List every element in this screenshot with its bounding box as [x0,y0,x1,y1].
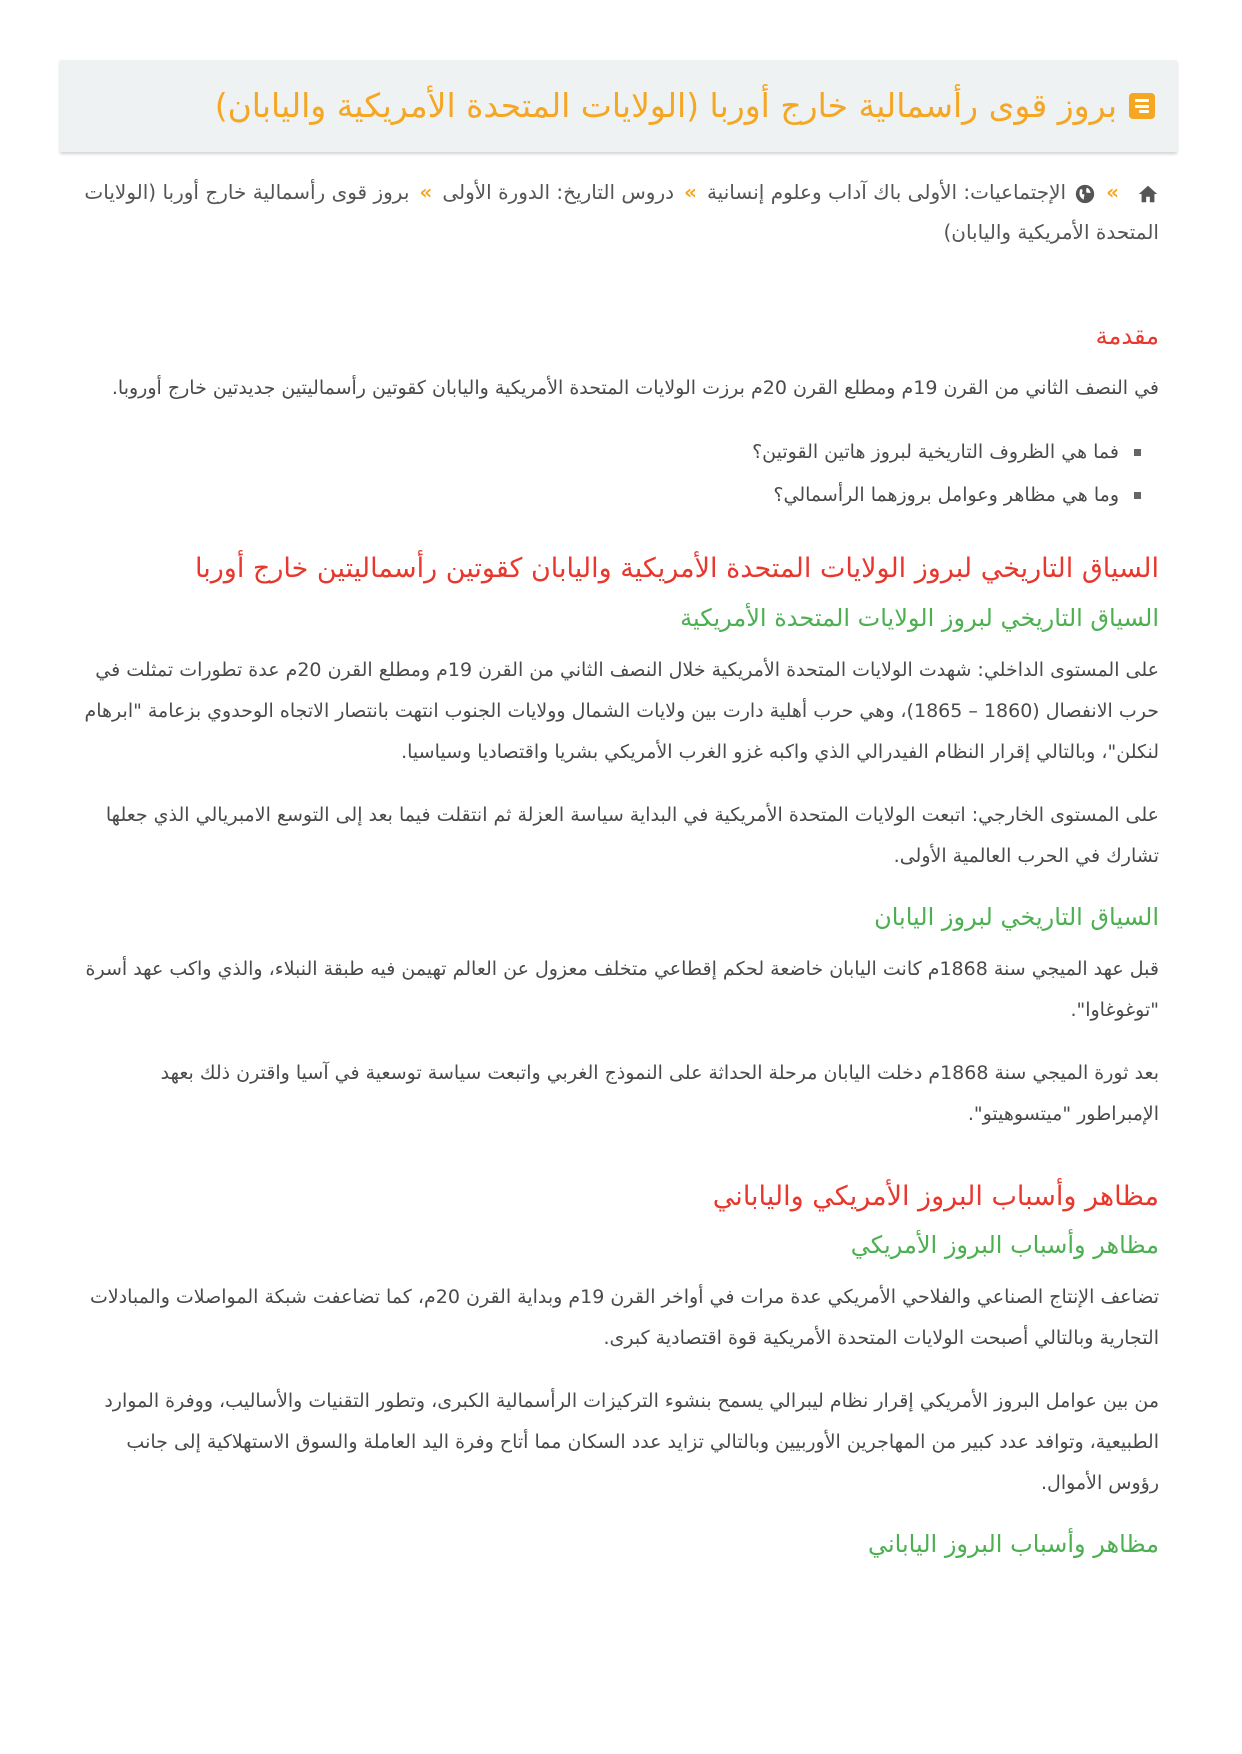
section2-usa-paragraph-aspects: تضاعف الإنتاج الصناعي والفلاحي الأمريكي عدة مرات في أواخر القرن 19م وبداية القرن 20م، كما تضاعفت شبكة المواصلات والمبادلات التجارية وبالتالي أصبحت الولايات المتحدة الأمريكية قوة اقتصادية كبرى. [89,1286,1159,1349]
section1-usa-paragraph-internal: على المستوى الداخلي: شهدت الولايات المتحدة الأمريكية خلال النصف الثاني من القرن 19م ومطلع القرن 20م عدة تطورات تمثلت في حرب الانفصال (1860 – 1865)، وهي حرب أهلية دارت بين ولايات الشمال وولايات الجنوب انتهت بانتصار الاتجاه الوحدوي بزعامة "ابرهام لنكلن"، وبالتالي إقرار النظام الفيدرالي الذي واكبه غزو الغرب الأمريكي بشريا واقتصاديا وسياسيا. [84,658,1159,763]
document-icon [1129,93,1155,119]
article-content [60,322,1177,1562]
globe-icon[interactable] [1074,183,1096,205]
section1-japan-paragraph-after: بعد ثورة الميجي سنة 1868م دخلت اليابان مرحلة الحداثة على النموذج الغربي واتبعت سياسة توسعية في آسيا واقترن ذلك بعهد الإمبراطور "ميتسوهيتو". [160,1061,1159,1125]
list-item: فما هي الظروف التاريخية لبروز هاتين القوتين؟ [78,431,1141,474]
breadcrumb-separator: » [419,180,433,204]
intro-questions [78,431,1159,517]
title-bar [60,60,1177,152]
section1-usa-heading: السياق التاريخي لبروز الولايات المتحدة الأمريكية [680,603,1159,632]
section2-japan-heading: مظاهر وأسباب البروز الياباني [867,1530,1159,1558]
breadcrumb-item-course[interactable]: الإجتماعيات: الأولى باك آداب وعلوم إنسانية [706,180,1067,204]
breadcrumb [78,172,1159,252]
section2-usa-heading: مظاهر وأسباب البروز الأمريكي [850,1231,1159,1259]
home-icon[interactable] [1137,183,1159,205]
section1-usa-paragraph-external: على المستوى الخارجي: اتبعت الولايات المتحدة الأمريكية في البداية سياسة العزلة ثم انتقلت فيما بعد إلى التوسع الامبريالي الذي جعلها تشارك في الحرب العالمية الأولى. [105,803,1159,867]
intro-heading: مقدمة [1095,322,1159,350]
breadcrumb-separator: » [1106,180,1119,204]
section1-heading: السياق التاريخي لبروز الولايات المتحدة الأمريكية واليابان كقوتين رأسماليتين خارج أوربا [195,553,1159,584]
list-item: وما هي مظاهر وعوامل بروزهما الرأسمالي؟ [78,474,1141,517]
section2-usa-paragraph-factors: من بين عوامل البروز الأمريكي إقرار نظام ليبرالي يسمح بنشوء التركيزات الرأسمالية الكبرى، وتطور التقنيات والأساليب، ووفرة الموارد الطبيعية، وتوافد عدد كبير من المهاجرين الأوربيين وبالتالي تزايد عدد السكان مما أتاح وفرة اليد العاملة والسوق الاستهلاكية إلى جانب رؤوس الأموال. [104,1390,1159,1494]
breadcrumb-item-lessons[interactable]: دروس التاريخ: الدورة الأولى [442,180,675,204]
intro-paragraph: في النصف الثاني من القرن 19م ومطلع القرن 20م برزت الولايات المتحدة الأمريكية واليابان كقوتين رأسماليتين جديدتين خارج أوروبا. [111,377,1159,399]
page [60,60,1177,1576]
section1-japan-heading: السياق التاريخي لبروز اليابان [874,902,1159,931]
page-title: بروز قوى رأسمالية خارج أوربا (الولايات المتحدة الأمريكية واليابان) [214,86,1117,126]
breadcrumb-item-current: بروز قوى رأسمالية خارج أوربا (الولايات المتحدة الأمريكية واليابان) [84,180,1159,244]
breadcrumb-separator: » [684,180,697,204]
section2-heading: مظاهر وأسباب البروز الأمريكي والياباني [712,1180,1159,1212]
section1-japan-paragraph-before: قبل عهد الميجي سنة 1868م كانت اليابان خاضعة لحكم إقطاعي متخلف معزول عن العالم تهيمن فيه طبقة النبلاء، والذي واكب عهد أسرة "توغوغاوا". [85,957,1159,1021]
